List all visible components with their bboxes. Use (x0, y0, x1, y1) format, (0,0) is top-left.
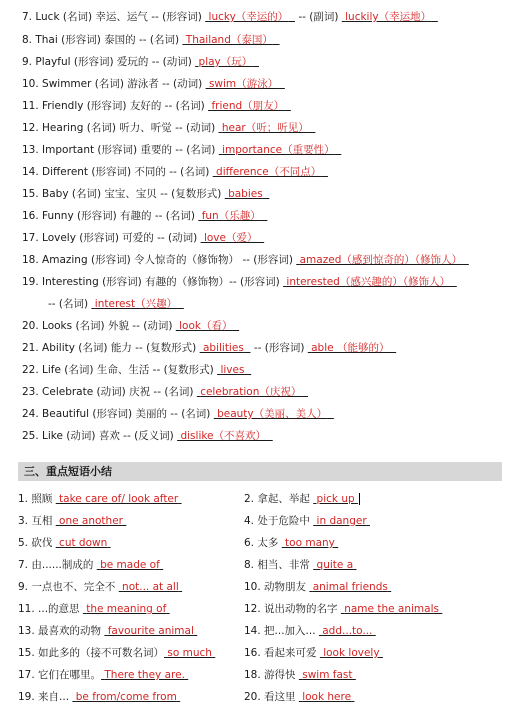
vocab-row (22, 55, 259, 69)
blank-line (263, 188, 270, 200)
vocab-prompt: 16. Funny (形容词) 有趣的 -- (名词) (22, 210, 199, 222)
vocab-prompt-2: -- (副词) (294, 11, 342, 23)
vocab-prompt: 9. Playful (形容词) 爱玩的 -- (动词) (22, 56, 196, 68)
phrase-item (18, 646, 215, 660)
vocab-prompt: 19. Interesting (形容词) 有趣的（修饰物）-- (形容词) (22, 276, 284, 288)
vocab-answer: lucky（幸运的） (208, 11, 289, 23)
vocab-row (22, 165, 328, 179)
blank-line (372, 625, 375, 637)
phrase-meaning: 12. 说出动物的名字 (244, 603, 341, 615)
blank-line (107, 537, 110, 549)
phrase-meaning: 1. 照顾 (18, 493, 56, 505)
phrase-item (244, 558, 356, 572)
vocab-row (22, 429, 273, 443)
phrase-meaning: 7. 由......制成的 (18, 559, 97, 571)
phrase-item (244, 492, 360, 506)
vocab-answer: friend（朋友） (211, 100, 285, 112)
vocab-row (22, 231, 264, 245)
vocab-row (22, 407, 334, 421)
blank-line (288, 11, 295, 23)
vocab-answer-2: able （能够的） (311, 342, 390, 354)
section-title: 三、重点短语小结 (24, 465, 112, 478)
phrase-answer: swim fast (302, 669, 353, 681)
phrase-item (18, 492, 182, 506)
blank-line (439, 603, 442, 615)
blank-line (273, 34, 280, 46)
blank-line (388, 581, 391, 593)
phrase-meaning: 9. 一点也不、完全不 (18, 581, 119, 593)
vocab-prompt: 23. Celebrate (动词) 庆祝 -- (名词) (22, 386, 197, 398)
blank-line (351, 691, 354, 703)
phrase-item (18, 580, 182, 594)
blank-line (194, 625, 197, 637)
blank-line (335, 537, 338, 549)
phrase-meaning: 11. ...的意思 (18, 603, 83, 615)
phrase-meaning: 16. 看起来可爱 (244, 647, 320, 659)
phrase-answer: be from/come from (75, 691, 177, 703)
blank-line (321, 166, 328, 178)
phrase-item (18, 514, 126, 528)
vocab-row (22, 363, 251, 377)
vocab-prompt: 15. Baby (名词) 宝宝、宝贝 -- (复数形式) (22, 188, 225, 200)
vocab-prompt: 8. Thai (形容词) 泰国的 -- (名词) (22, 34, 183, 46)
blank-line (278, 78, 285, 90)
vocab-row (22, 319, 239, 333)
phrase-item (244, 514, 370, 528)
phrase-meaning: 15. 如此多的（接不可数名词） (18, 647, 165, 659)
vocab-prompt: 11. Friendly (形容词) 友好的 -- (名词) (22, 100, 209, 112)
vocab-prompt: 21. Ability (名词) 能力 -- (复数形式) (22, 342, 200, 354)
vocab-prompt: 14. Different (形容词) 不同的 -- (名词) (22, 166, 213, 178)
vocab-row (22, 385, 308, 399)
vocab-answer: amazed（感到惊奇的）（修饰人） (299, 254, 463, 266)
blank-line (179, 581, 182, 593)
vocab-prompt: 13. Important (形容词) 重要的 -- (名词) (22, 144, 219, 156)
blank-line (301, 386, 308, 398)
vocab-answer-2: luckily（幸运地） (345, 11, 432, 23)
vocab-row (22, 121, 315, 135)
blank-line (244, 364, 251, 376)
vocab-prompt: 18. Amazing (形容词) 令人惊奇的（修饰物） -- (形容词) (22, 254, 297, 266)
phrase-answer: so much (167, 647, 212, 659)
phrase-meaning: 19. 来自... (18, 691, 73, 703)
blank-line (257, 232, 264, 244)
phrase-item (244, 646, 383, 660)
vocab-prompt: -- (名词) (48, 298, 92, 310)
phrase-answer: There they are. (104, 669, 185, 681)
phrase-answer: look here (302, 691, 352, 703)
phrase-meaning: 13. 最喜欢的动物 (18, 625, 105, 637)
blank-line (261, 210, 268, 222)
blank-line (177, 691, 180, 703)
vocab-answer: dislike（不喜欢） (180, 430, 267, 442)
blank-line (252, 56, 259, 68)
blank-line (380, 647, 383, 659)
blank-line (160, 559, 163, 571)
phrase-answer: too many (285, 537, 335, 549)
blank-line (367, 515, 370, 527)
vocab-prompt: 10. Swimmer (名词) 游泳者 -- (动词) (22, 78, 206, 90)
vocab-prompt: 17. Lovely (形容词) 可爱的 -- (动词) (22, 232, 201, 244)
phrase-item (18, 624, 197, 638)
phrase-answer: look lovely (323, 647, 380, 659)
phrase-answer: one another (59, 515, 123, 527)
vocab-answer: celebration（庆祝） (200, 386, 302, 398)
phrase-item (244, 536, 338, 550)
vocab-prompt: 22. Life (名词) 生命、生活 -- (复数形式) (22, 364, 218, 376)
vocab-answer: fun（乐趣） (201, 210, 261, 222)
vocab-row (22, 143, 341, 157)
blank-line (335, 144, 342, 156)
phrase-meaning: 4. 处于危险中 (244, 515, 314, 527)
phrase-item (18, 602, 170, 616)
text-cursor (359, 493, 360, 505)
section-header (18, 462, 502, 481)
vocab-row (22, 99, 291, 113)
blank-line (232, 320, 239, 332)
vocab-row (22, 253, 469, 267)
vocab-answer: babies (228, 188, 263, 200)
vocab-row (22, 209, 267, 223)
vocab-answer: beauty（美丽、美人） (217, 408, 328, 420)
blank-line (327, 408, 334, 420)
vocab-prompt: 12. Hearing (名词) 听力、听觉 -- (动词) (22, 122, 219, 134)
vocab-answer: difference（不同点） (216, 166, 322, 178)
phrase-answer: take care of/ look after (59, 493, 179, 505)
blank-line (166, 603, 169, 615)
vocab-row (22, 341, 396, 355)
phrase-answer: quite a (316, 559, 354, 571)
blank-line (431, 11, 438, 23)
phrase-answer: the meaning of (86, 603, 167, 615)
vocab-row (22, 10, 438, 24)
phrase-item (18, 690, 180, 704)
vocab-prompt: 7. Luck (名词) 幸运、运气 -- (形容词) (22, 11, 206, 23)
vocab-answer: lives (220, 364, 245, 376)
phrase-item (244, 690, 354, 704)
phrase-meaning: 3. 互相 (18, 515, 56, 527)
blank-line (450, 276, 457, 288)
phrase-item (18, 668, 188, 682)
phrase-answer: pick up (316, 493, 355, 505)
vocab-prompt: 25. Like (动词) 喜欢 -- (反义词) (22, 430, 178, 442)
vocab-row (22, 275, 457, 289)
phrase-answer: animal friends (312, 581, 388, 593)
phrase-meaning: 10. 动物朋友 (244, 581, 310, 593)
blank-line (355, 493, 358, 505)
phrase-answer: be made of (100, 559, 160, 571)
phrase-meaning: 17. 它们在哪里。 (18, 669, 102, 681)
vocab-answer: look（看） (179, 320, 233, 332)
vocab-answer: swim（游泳） (208, 78, 279, 90)
blank-line (178, 493, 181, 505)
phrase-answer: favourite animal (107, 625, 194, 637)
vocab-answer: interested（感兴趣的）（修饰人） (286, 276, 451, 288)
phrase-answer: in danger (316, 515, 367, 527)
phrase-answer: name the animals (344, 603, 439, 615)
vocab-answer: interest（兴趣） (94, 298, 178, 310)
vocab-answer: importance（重要性） (222, 144, 335, 156)
blank-line (309, 122, 316, 134)
phrase-meaning: 18. 游得快 (244, 669, 299, 681)
vocab-row (48, 297, 184, 311)
phrase-meaning: 2. 拿起、举起 (244, 493, 314, 505)
phrase-item (244, 580, 391, 594)
phrase-item (244, 624, 376, 638)
phrase-item (18, 536, 111, 550)
vocab-answer: Thailand（泰国） (185, 34, 273, 46)
phrase-answer: cut down (59, 537, 108, 549)
vocab-row (22, 33, 280, 47)
phrase-item (244, 602, 442, 616)
phrase-answer: add...to... (322, 625, 373, 637)
phrase-meaning: 8. 相当、非常 (244, 559, 314, 571)
blank-line (352, 669, 355, 681)
phrase-meaning: 6. 太多 (244, 537, 282, 549)
vocab-answer: love（爱） (203, 232, 258, 244)
blank-line (353, 559, 356, 571)
blank-line (266, 430, 273, 442)
blank-line (212, 647, 215, 659)
vocab-answer: play（玩） (198, 56, 253, 68)
phrase-meaning: 5. 砍伐 (18, 537, 56, 549)
vocab-prompt-2: -- (形容词) (250, 342, 308, 354)
vocab-answer: abilities (202, 342, 244, 354)
vocab-row (22, 77, 285, 91)
vocab-answer: hear（听；听见） (221, 122, 309, 134)
phrase-meaning: 20. 看这里 (244, 691, 299, 703)
phrase-meaning: 14. 把...加入... (244, 625, 319, 637)
blank-line (177, 298, 184, 310)
phrase-answer: not... at all (122, 581, 179, 593)
phrase-item (18, 558, 163, 572)
vocab-prompt: 24. Beautiful (形容词) 美丽的 -- (名词) (22, 408, 214, 420)
blank-line (462, 254, 469, 266)
blank-line (123, 515, 126, 527)
blank-line (284, 100, 291, 112)
phrase-item (244, 668, 356, 682)
blank-line (185, 669, 188, 681)
vocab-row (22, 187, 269, 201)
blank-line (389, 342, 396, 354)
vocab-prompt: 20. Looks (名词) 外貌 -- (动词) (22, 320, 176, 332)
